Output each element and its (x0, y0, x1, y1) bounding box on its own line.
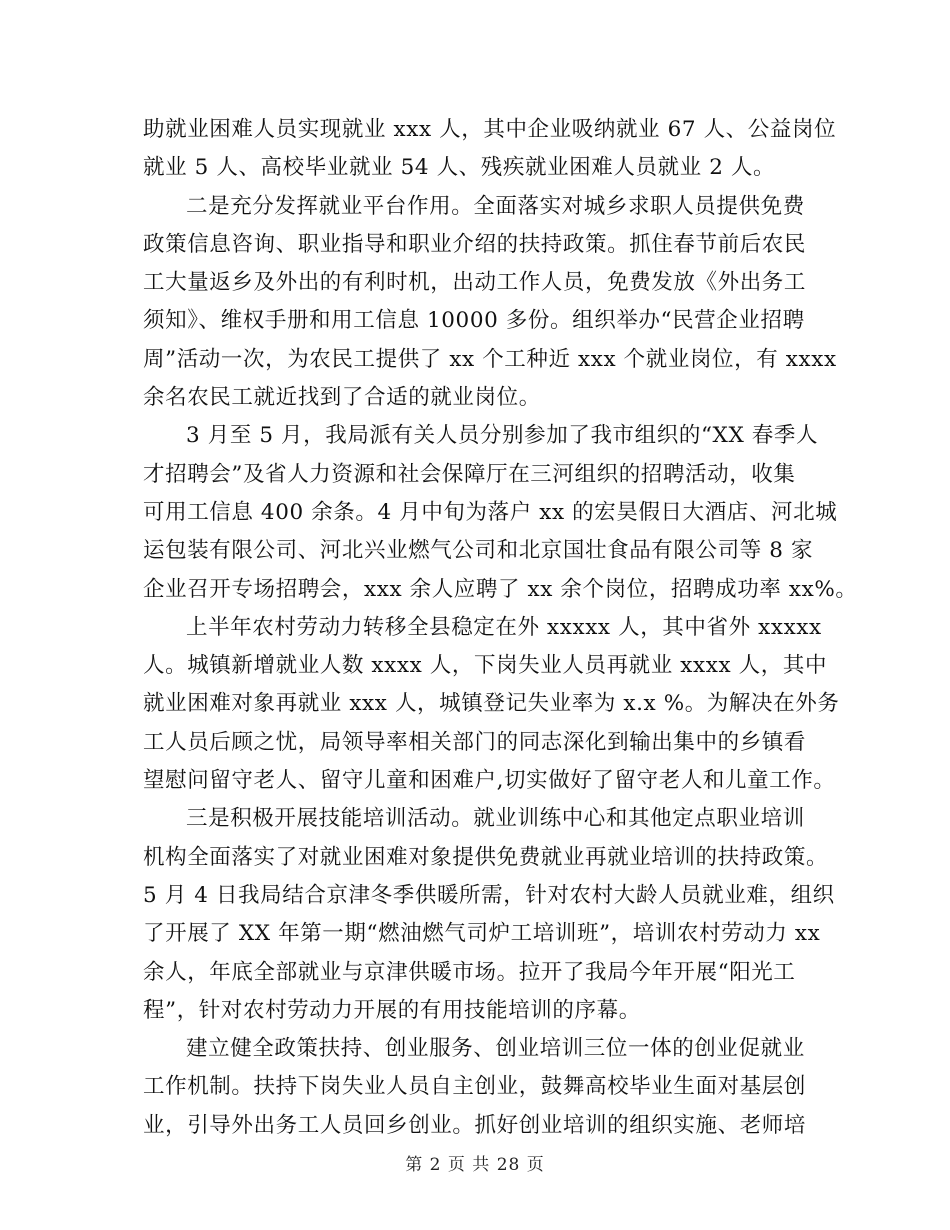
paragraph (143, 1030, 823, 1145)
text-line: 3 月至 5 月，我局派有关人员分别参加了我市组织的“XX 春季人 (186, 423, 819, 449)
text-line: 二是充分发挥就业平台作用。全面落实对城乡求职人员提供免费 (186, 193, 805, 219)
text-line: 企业召开专场招聘会，xxx 余人应聘了 xx 余个岗位，招聘成功率 xx%。 (143, 576, 858, 602)
text-line: 机构全面落实了对就业困难对象提供免费就业再就业培训的扶持政策。 (143, 844, 829, 870)
paragraph (143, 188, 837, 418)
text-line: 工大量返乡及外出的有利时机，出动工作人员，免费发放《外出务工 (143, 270, 807, 296)
text-line: 了开展了 XX 年第一期“燃油燃气司炉工培训班”，培训农村劳动力 xx (143, 921, 821, 947)
text-line: 余人，年底全部就业与京津供暖市场。拉开了我局今年开展“阳光工 (143, 959, 796, 985)
text-line: 望慰问留守老人、留守儿童和困难户,切实做好了留守老人和儿童工作。 (143, 768, 836, 794)
text-line: 周”活动一次，为农民工提供了 xx 个工种近 xxx 个就业岗位，有 xxxx (143, 346, 837, 372)
text-line: 才招聘会”及省人力资源和社会保障厅在三河组织的招聘活动，收集 (143, 461, 796, 487)
text-line: 就业困难对象再就业 xxx 人，城镇登记失业率为 x.x %。为解决在外务 (143, 691, 840, 717)
text-line: 余名农民工就近找到了合适的就业岗位。 (143, 385, 541, 411)
paragraph (143, 800, 835, 1030)
paragraph (143, 609, 840, 800)
text-line: 运包装有限公司、河北兴业燃气公司和北京国壮食品有限公司等 8 家 (143, 538, 814, 564)
paragraph (143, 111, 837, 188)
text-line: 上半年农村劳动力转移全县稳定在外 xxxxx 人，其中省外 xxxxx (186, 614, 822, 640)
text-line: 就业 5 人、高校毕业就业 54 人、残疾就业困难人员就业 2 人。 (143, 155, 776, 181)
text-line: 三是积极开展技能培训活动。就业训练中心和其他定点职业培训 (186, 806, 805, 832)
text-line: 程”，针对农村劳动力开展的有用技能培训的序幕。 (143, 997, 641, 1023)
page-number: 第 2 页 共 28 页 (405, 1155, 545, 1175)
document-body (143, 111, 858, 1145)
text-line: 政策信息咨询、职业指导和职业介绍的扶持政策。抓住春节前后农民 (143, 231, 807, 257)
text-line: 可用工信息 400 余条。4 月中旬为落户 xx 的宏昊假日大酒店、河北城 (143, 499, 838, 525)
text-line: 须知》、维权手册和用工信息 10000 多份。组织举办“民营企业招聘 (143, 308, 805, 334)
text-line: 助就业困难人员实现就业 xxx 人，其中企业吸纳就业 67 人、公益岗位 (143, 117, 837, 142)
text-line: 建立健全政策扶持、创业服务、创业培训三位一体的创业促就业 (186, 1036, 805, 1062)
text-line: 工作机制。扶持下岗失业人员自主创业，鼓舞高校毕业生面对基层创 (143, 1074, 807, 1100)
text-line: 业，引导外出务工人员回乡创业。抓好创业培训的组织实施、老师培 (143, 1112, 807, 1138)
text-line: 工人员后顾之忧，局领导率相关部门的同志深化到输出集中的乡镇看 (143, 729, 807, 755)
text-line: 人。城镇新增就业人数 xxxx 人，下岗失业人员再就业 xxxx 人，其中 (143, 653, 828, 679)
text-line: 5 月 4 日我局结合京津冬季供暖所需，针对农村大龄人员就业难，组织 (143, 882, 835, 908)
paragraph (143, 417, 858, 608)
